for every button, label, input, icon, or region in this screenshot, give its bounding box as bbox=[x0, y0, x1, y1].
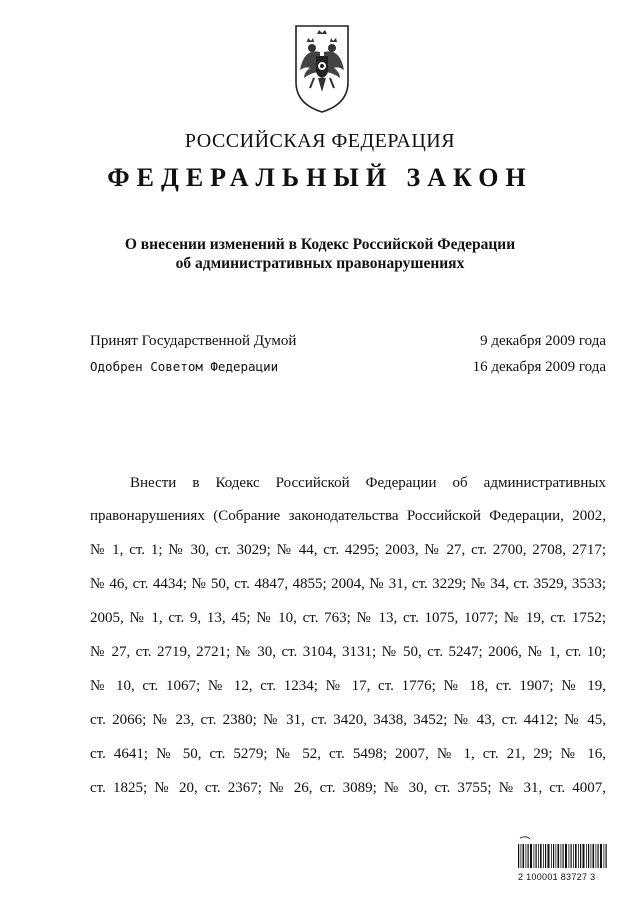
double-headed-eagle-icon bbox=[290, 22, 354, 114]
body-text-line: ст. 1825; № 20, ст. 2367; № 26, ст. 3089; № 30, ст. 3755; № 31, ст. 4007, bbox=[90, 780, 606, 796]
body-text-line: № 1, ст. 1; № 30, ст. 3029; № 44, ст. 4295; 2003, № 27, ст. 2700, 2708, 2717; bbox=[90, 542, 606, 558]
law-type-heading: ФЕДЕРАЛЬНЫЙ ЗАКОН bbox=[107, 163, 533, 192]
country-heading: РОССИЙСКАЯ ФЕДЕРАЦИЯ bbox=[184, 130, 456, 152]
body-text-line: № 27, ст. 2719, 2721; № 30, ст. 3104, 3131; № 50, ст. 5247; 2006, № 1, ст. 10; bbox=[90, 644, 606, 660]
barcode-icon bbox=[514, 836, 614, 870]
body-text-line: № 46, ст. 4434; № 50, ст. 4847, 4855; 2004, № 31, ст. 3229; № 34, ст. 3529, 3533; bbox=[90, 576, 606, 592]
barcode-number: 2 100001 83727 3 bbox=[518, 872, 596, 882]
body-text-line: правонарушениях (Собрание законодательства Российской Федерации, 2002, bbox=[90, 508, 606, 524]
coat-of-arms-emblem bbox=[290, 22, 354, 114]
law-title-line-2: об административных правонарушениях bbox=[175, 255, 465, 272]
body-text-line: ст. 2066; № 23, ст. 2380; № 31, ст. 3420, 3438, 3452; № 43, ст. 4412; № 45, bbox=[90, 712, 606, 728]
law-title-line-1: О внесении изменений в Кодекс Российской Федерации bbox=[124, 236, 516, 253]
body-text-line: 2005, № 1, ст. 9, 13, 45; № 10, ст. 763; № 13, ст. 1075, 1077; № 19, ст. 1752; bbox=[90, 610, 606, 626]
adopted-date: 9 декабря 2009 года bbox=[480, 333, 606, 349]
body-text-line: № 10, ст. 1067; № 12, ст. 1234; № 17, ст. 1776; № 18, ст. 1907; № 19, bbox=[90, 678, 606, 694]
adopted-by-duma-label: Принят Государственной Думой bbox=[90, 333, 297, 349]
body-text-line: Внести в Кодекс Российской Федерации об административных bbox=[130, 475, 606, 491]
body-text-line: ст. 4641; № 50, ст. 5279; № 52, ст. 5498; 2007, № 1, ст. 21, 29; № 16, bbox=[90, 746, 606, 762]
approved-date: 16 декабря 2009 года bbox=[472, 359, 606, 375]
approved-by-council-label: Одобрен Советом Федерации bbox=[90, 359, 279, 374]
